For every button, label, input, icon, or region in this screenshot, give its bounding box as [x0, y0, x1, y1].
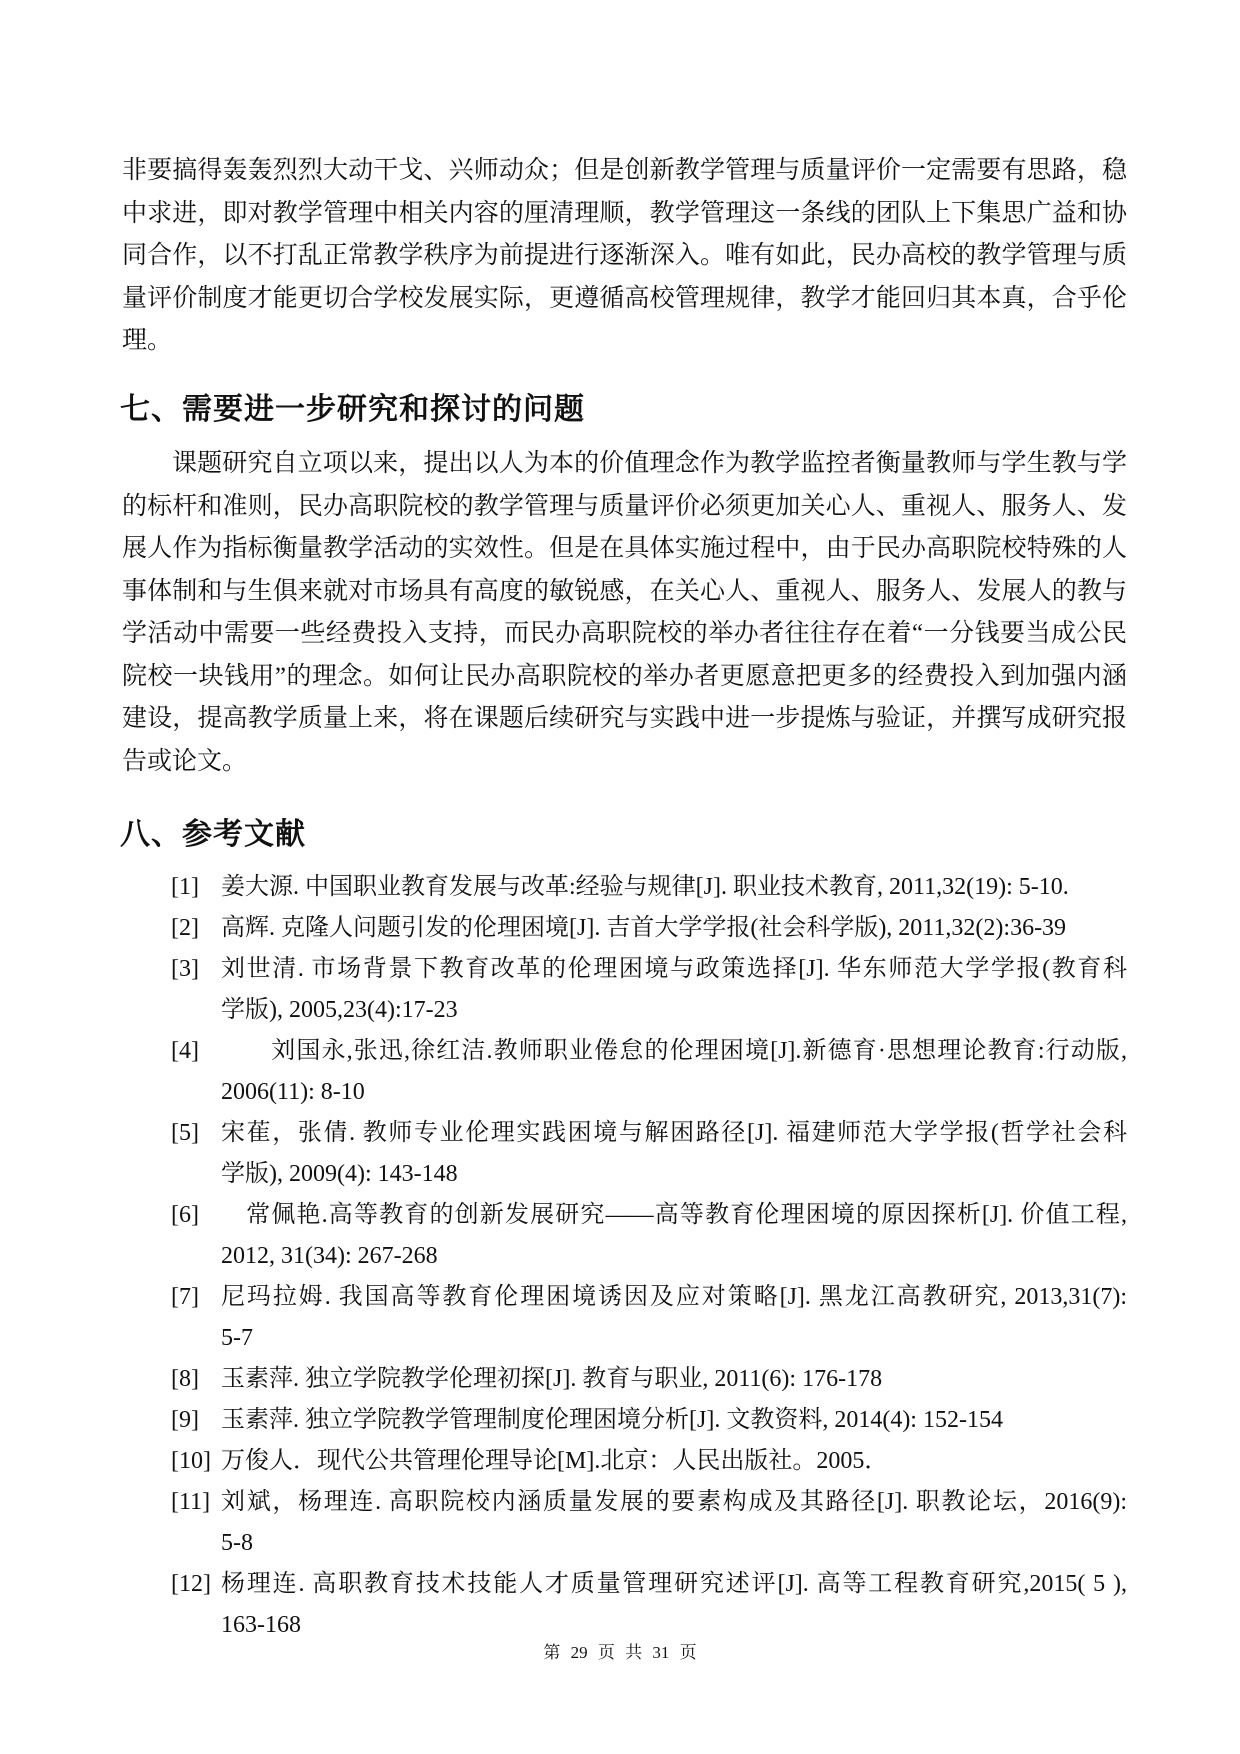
text-line: 展人作为指标衡量教学活动的实效性。但是在具体实施过程中，由于民办高职院校特殊的人: [122, 535, 1127, 562]
reference-line: 玉素萍. 独立学院教学管理制度伦理困境分析[J]. 文教资料, 2014(4): 152-154: [221, 1407, 1003, 1433]
reference-item: [171, 1195, 1127, 1277]
section-heading-8: 八、参考文献: [120, 817, 306, 852]
reference-text: [221, 1195, 1127, 1277]
text-line: 量评价制度才能更切合学校发展实际，更遵循高校管理规律，教学才能回归其本真，合乎伦: [122, 284, 1127, 312]
reference-item: [171, 1031, 1127, 1113]
text-line: 告或论文。: [122, 747, 248, 775]
reference-text: [221, 949, 1127, 1031]
reference-line: 万俊人．现代公共管理伦理导论[M].北京：人民出版社。2005．: [221, 1448, 889, 1474]
text-line: 院校一块钱用”的理念。如何让民办高职院校的举办者更愿意把更多的经费投入到加强内涵: [122, 662, 1127, 690]
reference-line: 2012, 31(34): 267-268: [221, 1243, 438, 1269]
reference-item: [171, 1359, 1127, 1400]
reference-line: 2006(11): 8-10: [221, 1079, 365, 1105]
reference-item: [171, 1441, 1127, 1482]
reference-text: [221, 1441, 1127, 1482]
reference-list: [171, 867, 1127, 1646]
text-line: 同合作，以不打乱正常教学秩序为前提进行逐渐深入。唯有如此，民办高校的教学管理与质: [122, 242, 1127, 269]
reference-number: [1]: [171, 874, 199, 900]
text-line: 学活动中需要一些经费投入支持，而民办高职院校的举办者往往存在着“一分钱要当成公民: [122, 620, 1127, 647]
reference-number: [8]: [171, 1366, 199, 1392]
reference-line: 高辉. 克隆人问题引发的伦理困境[J]. 吉首大学学报(社会科学版), 2011,32(2):36-39: [221, 915, 1067, 941]
text-line: 理。: [122, 327, 173, 354]
text-line: 非要搞得轰轰烈烈大动干戈、兴师动众；但是创新教学管理与质量评价一定需要有思路，稳: [122, 157, 1127, 184]
reference-number: [10]: [171, 1448, 211, 1474]
text-line: 课题研究自立项以来，提出以人为本的价值理念作为教学监控者衡量教师与学生教与学: [172, 450, 1127, 477]
reference-line: 学版), 2005,23(4):17-23: [221, 997, 458, 1023]
reference-line: 刘斌，杨理连. 高职院校内涵质量发展的要素构成及其路径[J]. 职教论坛，2016(9):: [221, 1489, 1127, 1515]
reference-text: [221, 908, 1127, 949]
reference-item: [171, 1400, 1127, 1441]
text-line: 建设，提高教学质量上来，将在课题后续研究与实践中进一步提炼与验证，并撰写成研究报: [122, 705, 1127, 732]
reference-item: [171, 908, 1127, 949]
reference-item: [171, 1277, 1127, 1359]
reference-text: [221, 1277, 1127, 1359]
reference-text: [221, 867, 1127, 908]
page-footer: 第 29 页 共 31 页: [543, 1643, 697, 1662]
reference-number: [3]: [171, 956, 199, 982]
text-line: 的标杆和准则，民办高职院校的教学管理与质量评价必须更加关心人、重视人、服务人、发: [122, 492, 1127, 520]
reference-number: [2]: [171, 915, 199, 941]
reference-text: [221, 1400, 1127, 1441]
reference-number: [4]: [171, 1038, 199, 1064]
reference-line: 刘国永,张迅,徐红洁.教师职业倦怠的伦理困境[J].新德育·思想理论教育:行动版,: [221, 1038, 1127, 1064]
reference-text: [221, 1359, 1127, 1400]
reference-number: [5]: [171, 1120, 199, 1146]
reference-line: 163-168: [221, 1612, 301, 1638]
reference-line: 学版), 2009(4): 143-148: [221, 1161, 458, 1187]
reference-number: [7]: [171, 1284, 199, 1310]
reference-number: [11]: [171, 1489, 211, 1515]
reference-line: 姜大源. 中国职业教育发展与改革:经验与规律[J]. 职业技术教育, 2011,32(19): 5-10.: [221, 874, 1069, 900]
reference-line: 玉素萍. 独立学院教学伦理初探[J]. 教育与职业, 2011(6): 176-178: [221, 1366, 883, 1392]
reference-text: [221, 1031, 1127, 1113]
reference-item: [171, 867, 1127, 908]
section-heading-7: 七、需要进一步研究和探讨的问题: [120, 392, 585, 427]
reference-text: [221, 1482, 1127, 1564]
reference-item: [171, 1564, 1127, 1646]
body-paragraph-further-research: [122, 443, 1127, 783]
reference-line: 尼玛拉姆. 我国高等教育伦理困境诱因及应对策略[J]. 黑龙江高教研究, 2013,31(7):: [221, 1284, 1127, 1310]
reference-line: 杨理连. 高职教育技术技能人才质量管理研究述评[J]. 高等工程教育研究,2015( 5 ),: [221, 1571, 1127, 1597]
reference-number: [6]: [171, 1202, 199, 1228]
reference-text: [221, 1564, 1127, 1646]
reference-item: [171, 1482, 1127, 1564]
reference-line: 常佩艳.高等教育的创新发展研究——高等教育伦理困境的原因探析[J]. 价值工程,: [221, 1202, 1127, 1228]
reference-text: [221, 1113, 1127, 1195]
text-line: 中求进，即对教学管理中相关内容的厘清理顺，教学管理这一条线的团队上下集思广益和协: [122, 199, 1127, 227]
reference-number: [12]: [171, 1571, 211, 1597]
body-paragraph-continued: [122, 150, 1127, 363]
reference-line: 5-8: [221, 1530, 253, 1556]
reference-line: 宋萑，张倩. 教师专业伦理实践困境与解困路径[J]. 福建师范大学学报(哲学社会科: [221, 1120, 1127, 1146]
reference-line: 5-7: [221, 1325, 253, 1351]
reference-line: 刘世清. 市场背景下教育改革的伦理困境与政策选择[J]. 华东师范大学学报(教育科: [221, 956, 1127, 982]
text-line: 事体制和与生俱来就对市场具有高度的敏锐感，在关心人、重视人、服务人、发展人的教与: [122, 577, 1127, 605]
reference-item: [171, 1113, 1127, 1195]
reference-number: [9]: [171, 1407, 199, 1433]
reference-item: [171, 949, 1127, 1031]
